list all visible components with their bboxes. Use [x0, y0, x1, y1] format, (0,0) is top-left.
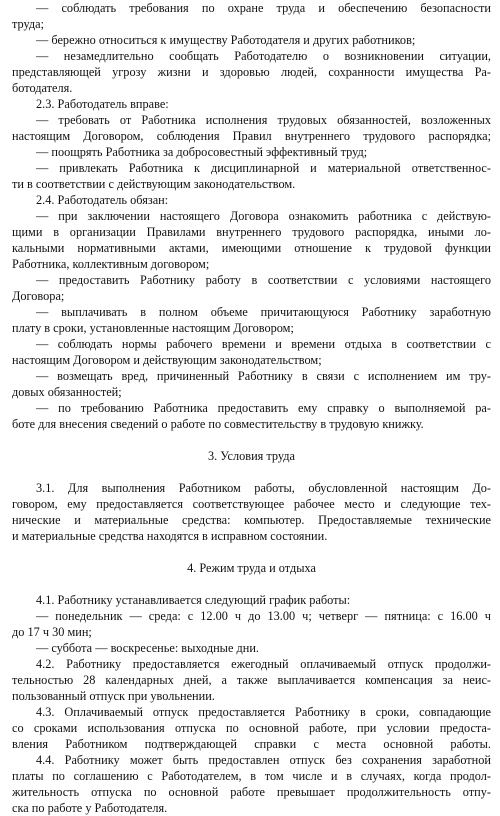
- text-line: 4.2. Работнику предоставляется ежегодный оплачиваемый отпуск продолжи-: [36, 657, 491, 671]
- text-line: — привлекать Работника к дисциплинарной и материальной ответственнос-: [36, 161, 491, 175]
- text-line: плату в сроки, установленные настоящим Договором;: [12, 321, 294, 335]
- paragraph-gap: [12, 464, 491, 480]
- text-line: жительность отпуска по основной работе превышает продолжительность отпу-: [12, 785, 491, 799]
- text-line: 4.1. Работнику устанавливается следующий график работы:: [36, 593, 351, 607]
- text-line: 3.1. Для выполнения Работником работы, обусловленной настоящим До-: [36, 481, 491, 495]
- text-line: Договора;: [12, 289, 65, 303]
- text-line: тельностью 28 календарных дней, а также выплачивается компенсация за неис-: [12, 673, 491, 687]
- paragraph-gap: [12, 544, 491, 560]
- text-line: пользованный отпуск при увольнении.: [12, 689, 215, 703]
- text-line: — при заключении настоящего Договора ознакомить работника с действую-: [36, 209, 491, 223]
- text-line: настоящим Договором и действующим законодательством;: [12, 353, 322, 367]
- text-line: — соблюдать требования по охране труда и обеспечению безопасности: [36, 1, 491, 15]
- text-line: 2.3. Работодатель вправе:: [36, 97, 169, 111]
- text-line: Работника, коллективным договором;: [12, 257, 210, 271]
- text-line: ти в соответствии с действующим законодательством.: [12, 177, 296, 191]
- text-line: труда;: [12, 17, 45, 31]
- text-line: платы по соглашению с Работодателем, в том числе и в случаях, когда продол-: [12, 769, 491, 783]
- text-line: — соблюдать нормы рабочего времени и времени отдыха в соответствии с: [36, 337, 491, 351]
- paragraph-gap: [12, 432, 491, 448]
- text-line: нические и материальные средства: компьютер. Предоставляемые технические: [12, 513, 491, 527]
- text-line: представляющей угрозу жизни и здоровью людей, сохранности имущества Ра-: [12, 65, 491, 79]
- text-line: до 17 ч 30 мин;: [12, 625, 92, 639]
- text-line: со сроками использования отпуска по основной работе, при условии предоста-: [12, 721, 491, 735]
- text-line: — незамедлительно сообщать Работодателю о возникновении ситуации,: [36, 49, 491, 63]
- text-line: — понедельник — среда: с 12.00 ч до 13.00 ч; четверг — пятница: с 16.00 ч: [36, 609, 491, 623]
- text-line: — выплачивать в полном объеме причитающуюся Работнику заработную: [36, 305, 491, 319]
- text-line: 4.3. Оплачиваемый отпуск предоставляется Работнику в сроки, совпадающие: [36, 705, 491, 719]
- text-line: говором, ему предоставляется соответствующее рабочее место и следующие тех-: [12, 497, 491, 511]
- text-line: — требовать от Работника исполнения трудовых обязанностей, возложенных: [36, 113, 491, 127]
- section-heading: 3. Условия труда: [208, 449, 295, 463]
- text-line: — предоставить Работнику работу в соответствии с условиями настоящего: [36, 273, 491, 287]
- text-line: — по требованию Работника предоставить ему справку о выполняемой ра-: [36, 401, 491, 415]
- text-line: кальными нормативными актами, имеющими отношение к трудовой функции: [12, 241, 491, 255]
- text-line: ска по работе у Работодателя.: [12, 801, 168, 815]
- text-line: 2.4. Работодатель обязан:: [36, 193, 169, 207]
- section-heading: 4. Режим труда и отдыха: [187, 561, 316, 575]
- text-line: довых обязанностей;: [12, 385, 122, 399]
- text-line: — бережно относиться к имуществу Работодателя и других работников;: [36, 33, 416, 47]
- text-line: ботодателя.: [12, 81, 73, 95]
- text-line: настоящим Договором, соблюдения Правил внутреннего трудового распорядка;: [12, 129, 491, 143]
- text-line: боте для внесения сведений о работе по совместительству в трудовую книжку.: [12, 417, 424, 431]
- text-line: — суббота — воскресенье: выходные дни.: [36, 641, 259, 655]
- text-line: вления Работником подтверждающей справки с места основной работы.: [12, 737, 491, 751]
- text-line: щими в организации Правилами внутреннего трудового распорядка, иными ло-: [12, 225, 491, 239]
- text-line: и материальные средства находятся в исправном состоянии.: [12, 529, 328, 543]
- text-line: — возмещать вред, причиненный Работнику в связи с исполнением им тру-: [36, 369, 491, 383]
- text-line: — поощрять Работника за добросовестный эффективный труд;: [36, 145, 368, 159]
- paragraph-gap: [12, 576, 491, 592]
- text-line: 4.4. Работнику может быть предоставлен отпуск без сохранения заработной: [36, 753, 491, 767]
